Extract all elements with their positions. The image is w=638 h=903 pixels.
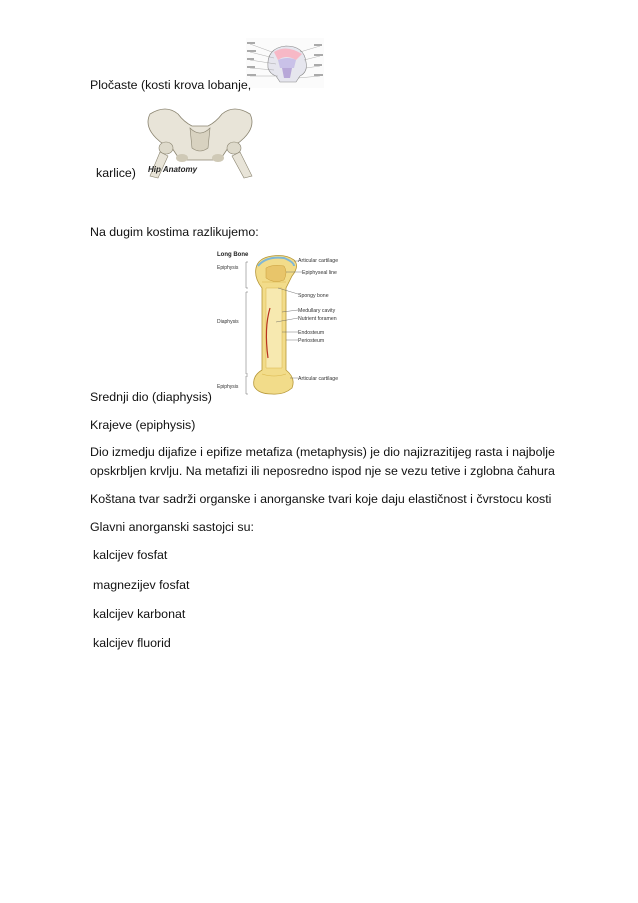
- hip-figure: [136, 104, 264, 180]
- label-epiphyseal-line: Epiphyseal line: [302, 270, 337, 276]
- text-kostana-tvar: Koštana tvar sadrži organske i anorganske tvari koje daju elastičnost i čvrstocu kosti: [90, 492, 552, 506]
- text-metafiza-1: Dio izmedju dijafize i epifize metafiza (metaphysis) je dio najizrazitijeg rasta i najbolje: [90, 445, 555, 459]
- label-spongy-bone: Spongy bone: [298, 293, 329, 299]
- list-item: kalcijev fosfat: [93, 548, 168, 562]
- text-glavni-sastojci: Glavni anorganski sastojci su:: [90, 520, 254, 534]
- hip-caption: Hip Anatomy: [148, 165, 198, 174]
- long-bone-figure: [214, 248, 364, 396]
- label-endosteum: Endosteum: [298, 330, 325, 336]
- label-epiphysis-bottom: Epiphysis: [217, 384, 239, 390]
- label-articular-cartilage-top: Articular cartilage: [298, 258, 339, 264]
- label-articular-cartilage-bottom: Articular cartilage: [298, 376, 339, 382]
- list-item: kalcijev karbonat: [93, 607, 186, 621]
- text-dugim-kostima: Na dugim kostima razlikujemo:: [90, 225, 259, 239]
- text-srednji-dio: Srednji dio (diaphysis): [90, 390, 212, 404]
- label-periosteum: Periosteum: [298, 338, 325, 344]
- label-medullary-cavity: Medullary cavity: [298, 308, 336, 314]
- list-item: magnezijev fosfat: [93, 578, 190, 592]
- text-plocaste: Pločaste (kosti krova lobanje,: [90, 78, 252, 92]
- label-diaphysis: Diaphysis: [217, 319, 239, 325]
- text-karlice: karlice): [96, 166, 136, 180]
- text-metafiza-2: opskrbljen krvlju. Na metafizi ili neposredno ispod nje se vezu tetive i zglobna čahura: [90, 464, 555, 478]
- skull-figure: [246, 38, 324, 88]
- list-item: kalcijev fluorid: [93, 636, 171, 650]
- label-epiphysis-top: Epiphysis: [217, 265, 239, 271]
- long-bone-title: Long Bone: [217, 252, 249, 258]
- label-nutrient-foramen: Nutrient foramen: [298, 316, 337, 322]
- text-krajeve: Krajeve (epiphysis): [90, 418, 196, 432]
